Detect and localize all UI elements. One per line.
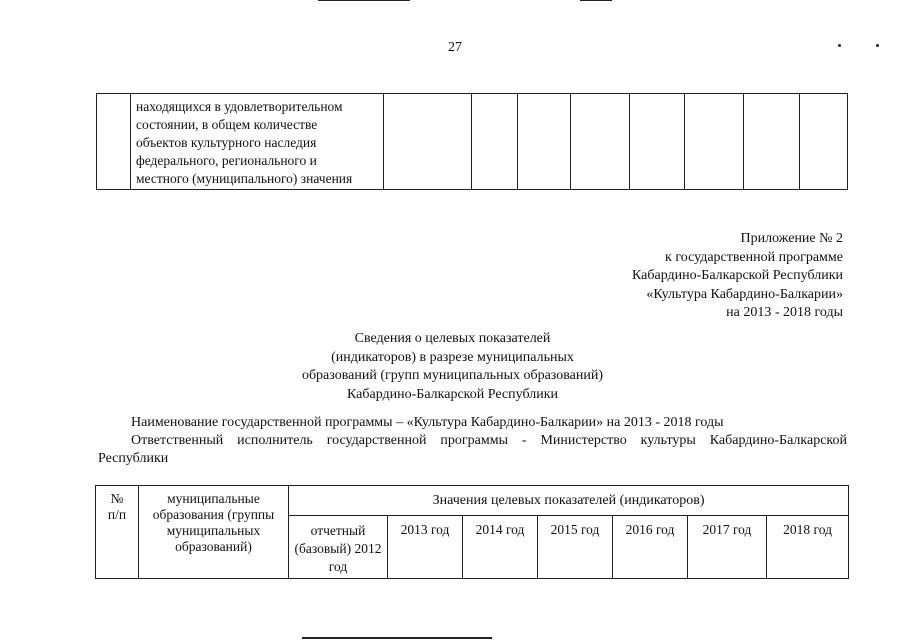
table-cell <box>571 94 630 190</box>
title-line: Сведения о целевых показателей <box>354 331 551 346</box>
page-number: 27 <box>448 40 462 55</box>
document-title <box>0 330 905 404</box>
table-cell <box>744 94 800 190</box>
scan-line-top-left <box>318 0 410 1</box>
column-header-year: 2018 год <box>767 516 849 579</box>
appendix-line: на 2013 - 2018 годы <box>726 305 843 320</box>
scan-line-bottom <box>302 637 492 639</box>
column-header-year: 2015 год <box>538 516 613 579</box>
appendix-line: к государственной программе <box>665 249 843 265</box>
table-cell <box>472 94 518 190</box>
column-header-year: 2016 год <box>613 516 688 579</box>
appendix-line: «Культура Кабардино-Балкарии» <box>646 286 843 302</box>
indicator-description: находящихся в удовлетворительном состоянии, в общем количестве объектов культурного наследия федерального, регионального и местного (муниципального) значения <box>131 94 384 190</box>
indicator-table <box>95 485 849 579</box>
table-cell <box>800 94 848 190</box>
responsible-executor: Ответственный исполнитель государственной программы - Министерство культуры Кабардино-Балкарской Республики <box>98 433 847 466</box>
appendix-line: Кабардино-Балкарской Республики <box>632 268 843 283</box>
table-cell <box>384 94 472 190</box>
table-cell <box>685 94 744 190</box>
appendix-line: Приложение № 2 <box>740 231 843 246</box>
column-header-year: 2013 год <box>388 516 463 579</box>
column-header-year: 2017 год <box>688 516 767 579</box>
table-cell <box>630 94 685 190</box>
column-header-year: 2014 год <box>463 516 538 579</box>
program-name: Наименование государственной программы – «Культура Кабардино-Балкарии» на 2013 - 2018 годы <box>131 415 724 430</box>
column-header-municipal: муниципальные образования (группы муниципальных образований) <box>139 486 289 579</box>
title-line: Кабардино-Балкарской Республики <box>347 386 558 402</box>
table-cell <box>518 94 571 190</box>
column-header-reported: отчетный (базовый) 2012 год <box>289 516 388 579</box>
title-line: (индикаторов) в разрезе муниципальных <box>331 349 574 365</box>
column-header-values: Значения целевых показателей (индикаторов) <box>289 486 849 516</box>
table-header-row <box>96 486 849 516</box>
table-cell <box>97 94 131 190</box>
scan-dot <box>838 44 841 47</box>
scan-line-top-right <box>580 0 612 1</box>
appendix-header <box>632 230 843 323</box>
table-row <box>97 94 848 190</box>
title-line: образований (групп муниципальных образований) <box>301 368 604 383</box>
scan-dot <box>876 44 879 47</box>
column-header-number-label: № п/п <box>107 491 127 522</box>
continuation-table <box>96 93 848 190</box>
column-header-number <box>96 486 139 579</box>
program-info <box>98 414 847 468</box>
